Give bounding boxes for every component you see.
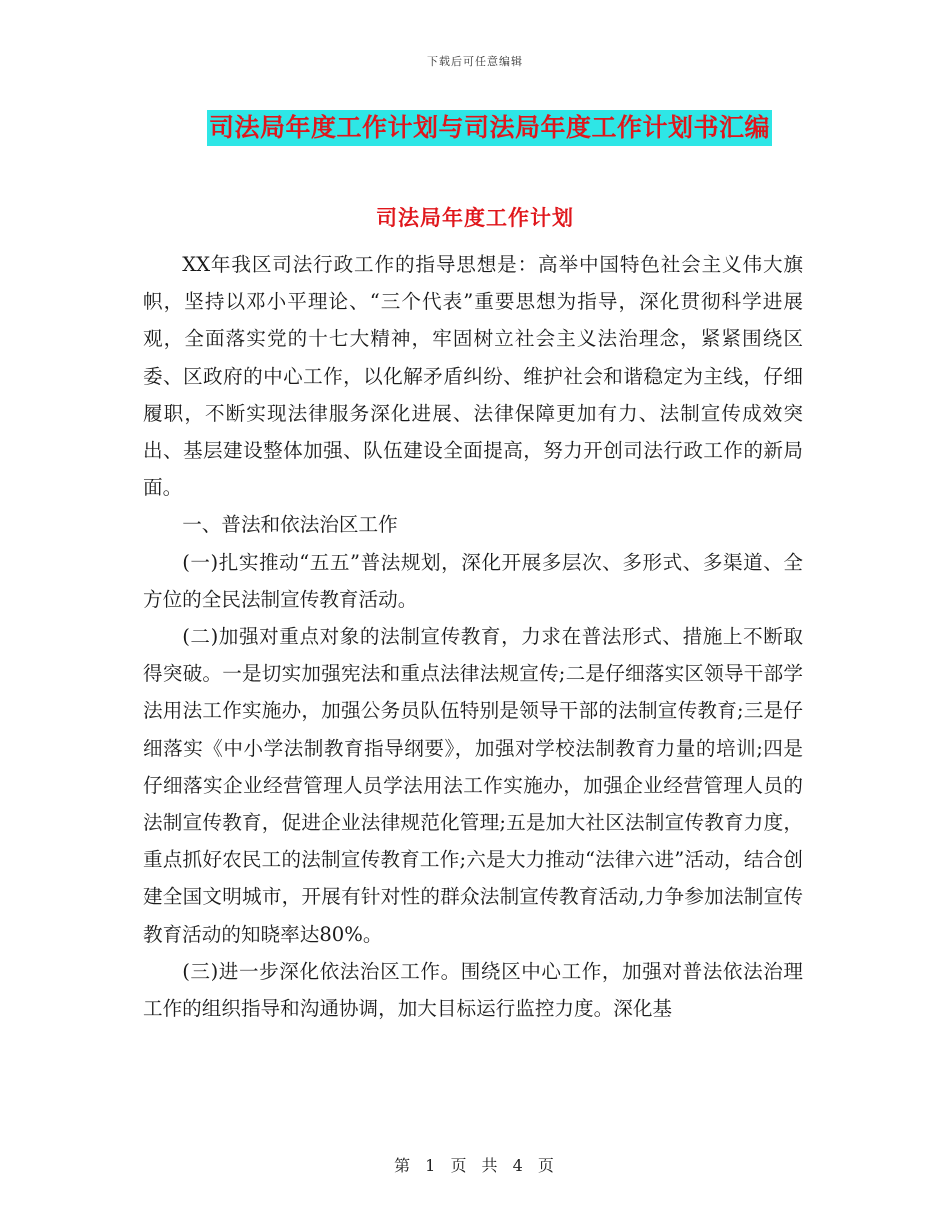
- section-title: 司法局年度工作计划: [376, 206, 574, 230]
- page-number-footer: 第 1 页 共 4 页: [394, 1156, 556, 1175]
- main-title: 司法局年度工作计划与司法局年度工作计划书汇编: [207, 110, 772, 146]
- document-body: [143, 246, 803, 1027]
- paragraph-item-1: (一)扎实推动“五五”普法规划，深化开展多层次、多形式、多渠道、全方位的全民法制宣传教育活动。: [143, 550, 803, 611]
- paragraph-item-2: (二)加强对重点对象的法制宣传教育，力求在普法形式、措施上不断取得突破。一是切实加强宪法和重点法律法规宣传;二是仔细落实区领导干部学法用法工作实施办，加强公务员队伍特别是领导干部的法制宣传教育;三是仔细落实《中小学法制教育指导纲要》，加强对学校法制教育力量的培训;四是仔细落实企业经营管理人员学法用法工作实施办，加强企业经营管理人员的法制宣传教育，促进企业法律规范化管理;五是加大社区法制宣传教育力度，重点抓好农民工的法制宣传教育工作;六是大力推动“法律六进”活动，结合创建全国文明城市，开展有针对性的群众法制宣传教育活动,力争参加法制宣传教育活动的知晓率达80%。: [143, 625, 803, 946]
- paragraph-intro: XX年我区司法行政工作的指导思想是：高举中国特色社会主义伟大旗帜，坚持以邓小平理论、“三个代表”重要思想为指导，深化贯彻科学进展观，全面落实党的十七大精神，牢固树立社会主义法治理念，紧紧围绕区委、区政府的中心工作，以化解矛盾纠纷、维护社会和谐稳定为主线，仔细履职，不断实现法律服务深化进展、法律保障更加有力、法制宣传成效突出、基层建设整体加强、队伍建设全面提高，努力开创司法行政工作的新局面。: [143, 253, 803, 500]
- heading-section-1: 一、普法和依法治区工作: [182, 513, 398, 537]
- paragraph-item-3: (三)进一步深化依法治区工作。围绕区中心工作，加强对普法依法治理工作的组织指导和沟通协调，加大目标运行监控力度。深化基: [143, 959, 803, 1021]
- main-title-container: [207, 110, 789, 146]
- header-note: 下载后可任意编辑: [427, 55, 523, 68]
